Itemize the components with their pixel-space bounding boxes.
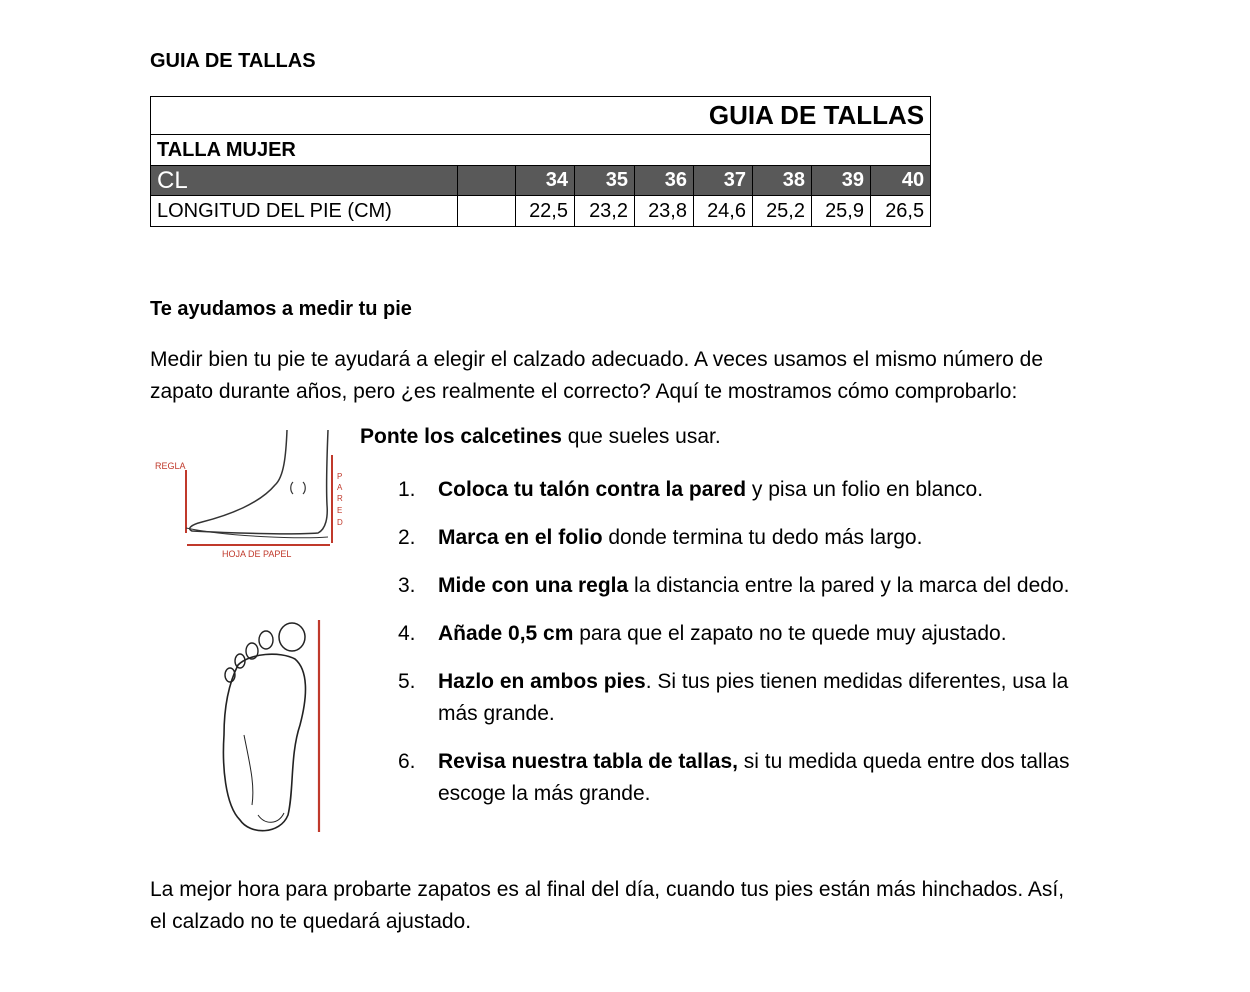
size-cell: 38 <box>753 166 812 196</box>
step-text: para que el zapato no te quede muy ajustado. <box>573 622 1007 645</box>
step-text: la distancia entre la pared y la marca del dedo. <box>628 574 1070 597</box>
step-bold: Revisa nuestra tabla de tallas, <box>438 750 738 773</box>
size-cell: 40 <box>871 166 931 196</box>
size-row-spacer <box>458 166 516 196</box>
list-item <box>398 522 1078 554</box>
foot-side-outline <box>190 430 328 534</box>
list-item <box>398 746 1078 810</box>
paper-label: HOJA DE PAPEL <box>222 549 292 559</box>
length-cell: 25,9 <box>812 196 871 227</box>
measure-heading: Te ayudamos a medir tu pie <box>150 298 412 320</box>
wall-letter: D <box>337 518 343 527</box>
length-row-spacer <box>458 196 516 227</box>
length-cell: 23,8 <box>635 196 694 227</box>
page-heading: GUIA DE TALLAS <box>150 50 316 72</box>
step-number: 1. <box>398 478 416 501</box>
steps-lead <box>360 425 721 449</box>
big-toe-icon <box>279 623 305 651</box>
step-number: 4. <box>398 622 416 645</box>
intro-paragraph: Medir bien tu pie te ayudará a elegir el calzado adecuado. A veces usamos el mismo número de zapato durante años, pero ¿es realmente el correcto? Aquí te mostramos cómo comprobarlo: <box>150 348 1044 403</box>
step-bold: Marca en el folio <box>438 526 603 549</box>
size-cell: 37 <box>694 166 753 196</box>
steps-lead-bold: Ponte los calcetines <box>360 425 562 448</box>
step-number: 2. <box>398 526 416 549</box>
length-cell: 22,5 <box>516 196 575 227</box>
length-cell: 23,2 <box>575 196 635 227</box>
size-table <box>150 96 931 227</box>
size-table-subtitle: TALLA MUJER <box>151 135 931 166</box>
step-bold: Añade 0,5 cm <box>438 622 574 645</box>
wall-letter: P <box>337 472 343 481</box>
foot-side-measure-illustration <box>150 425 350 565</box>
list-item <box>398 570 1078 602</box>
step-bold: Coloca tu talón contra la pared <box>438 478 747 501</box>
wall-letter: A <box>337 483 343 492</box>
step-text: . Si tus pies tienen medidas diferentes, usa la más grande. <box>438 670 1069 725</box>
size-table-title: GUIA DE TALLAS <box>151 97 931 135</box>
length-cell: 24,6 <box>694 196 753 227</box>
foot-sole-illustration <box>210 615 335 840</box>
size-row <box>151 166 931 196</box>
steps-lead-rest: que sueles usar. <box>561 425 721 448</box>
list-item <box>398 666 1078 730</box>
step-text: y pisa un folio en blanco. <box>746 478 984 501</box>
length-cell: 25,2 <box>753 196 812 227</box>
list-item <box>398 474 1078 506</box>
length-row-label: LONGITUD DEL PIE (CM) <box>151 196 458 227</box>
list-item <box>398 618 1078 650</box>
wall-letter: E <box>337 506 343 515</box>
footer-note: La mejor hora para probarte zapatos es al final del día, cuando tus pies están más hinchados. Así, el calzado no te quedará ajustado. <box>150 878 1065 933</box>
length-row <box>151 196 931 227</box>
step-number: 5. <box>398 670 416 693</box>
ruler-label: REGLA <box>155 461 186 471</box>
foot-sole-outline <box>223 654 305 830</box>
wall-letter: R <box>337 494 343 503</box>
size-cell: 36 <box>635 166 694 196</box>
size-cell: 39 <box>812 166 871 196</box>
step-number: 6. <box>398 750 416 773</box>
size-row-label: CL <box>151 166 458 196</box>
size-cell: 35 <box>575 166 635 196</box>
size-cell: 34 <box>516 166 575 196</box>
length-cell: 26,5 <box>871 196 931 227</box>
step-number: 3. <box>398 574 416 597</box>
step-bold: Mide con una regla <box>438 574 629 597</box>
step-bold: Hazlo en ambos pies <box>438 670 646 693</box>
step-text: donde termina tu dedo más largo. <box>602 526 923 549</box>
step-text: si tu medida queda entre dos tallas escoge la más grande. <box>438 750 1070 805</box>
measure-steps-list <box>398 474 1078 810</box>
